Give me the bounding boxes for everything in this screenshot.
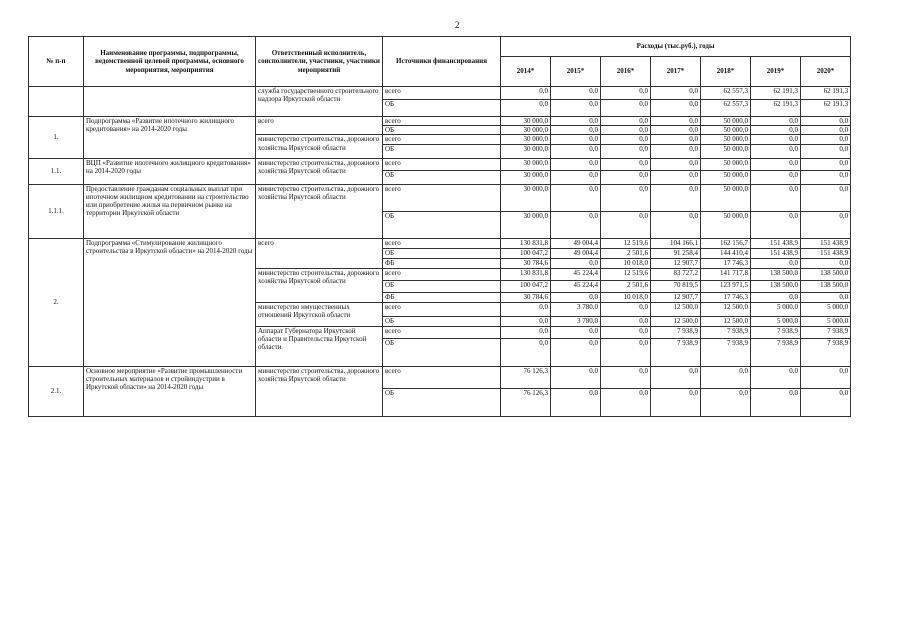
- row-number: 2.: [29, 238, 84, 366]
- amount-cell: 0,0: [651, 87, 701, 100]
- amount-cell: 138 500,0: [801, 268, 851, 280]
- amount-cell: 0,0: [601, 170, 651, 184]
- amount-cell: 138 500,0: [801, 280, 851, 292]
- amount-cell: 50 000,0: [701, 170, 751, 184]
- header-year: 2017*: [651, 57, 701, 87]
- amount-cell: 0,0: [551, 258, 601, 268]
- executor: министерство строительства, дорожного хозяйства Иркутской области: [256, 158, 383, 184]
- amount-cell: 0,0: [601, 126, 651, 135]
- amount-cell: 0,0: [801, 170, 851, 184]
- table-row: [29, 184, 851, 211]
- amount-cell: 5 000,0: [801, 302, 851, 316]
- table-row: [29, 238, 851, 248]
- amount-cell: 151 438,9: [801, 238, 851, 248]
- row-number: 2.1.: [29, 366, 84, 416]
- header-year: 2015*: [551, 57, 601, 87]
- amount-cell: 0,0: [501, 338, 551, 366]
- amount-cell: 0,0: [551, 158, 601, 170]
- amount-cell: 12 500,0: [651, 302, 701, 316]
- amount-cell: 0,0: [551, 144, 601, 158]
- header-num: № п-п: [29, 37, 84, 87]
- amount-cell: 0,0: [551, 338, 601, 366]
- amount-cell: 50 000,0: [701, 117, 751, 126]
- amount-cell: 5 000,0: [751, 302, 801, 316]
- funding-source: всего: [383, 302, 501, 316]
- row-number: 1.1.: [29, 158, 84, 184]
- amount-cell: 0,0: [501, 87, 551, 100]
- header-year: 2014*: [501, 57, 551, 87]
- amount-cell: 62 191,3: [801, 100, 851, 117]
- amount-cell: 0,0: [651, 158, 701, 170]
- amount-cell: 100 047,2: [501, 248, 551, 258]
- amount-cell: 0,0: [751, 366, 801, 388]
- amount-cell: 0,0: [601, 316, 651, 326]
- amount-cell: 30 000,0: [501, 184, 551, 211]
- amount-cell: 0,0: [701, 366, 751, 388]
- amount-cell: 62 557,3: [701, 87, 751, 100]
- amount-cell: 17 746,3: [701, 258, 751, 268]
- amount-cell: 0,0: [551, 100, 601, 117]
- amount-cell: 45 224,4: [551, 280, 601, 292]
- amount-cell: 0,0: [751, 184, 801, 211]
- row-number: 1.: [29, 117, 84, 159]
- funding-source: ОБ: [383, 126, 501, 135]
- amount-cell: 104 166,1: [651, 238, 701, 248]
- amount-cell: 50 000,0: [701, 158, 751, 170]
- amount-cell: 0,0: [651, 184, 701, 211]
- amount-cell: 76 126,3: [501, 388, 551, 416]
- amount-cell: 151 438,9: [751, 238, 801, 248]
- amount-cell: 0,0: [701, 388, 751, 416]
- amount-cell: 0,0: [551, 211, 601, 238]
- amount-cell: 162 156,7: [701, 238, 751, 248]
- amount-cell: 0,0: [801, 184, 851, 211]
- executor: всего: [256, 117, 383, 135]
- amount-cell: 0,0: [651, 117, 701, 126]
- amount-cell: 0,0: [801, 258, 851, 268]
- amount-cell: 0,0: [601, 144, 651, 158]
- amount-cell: 17 746,3: [701, 292, 751, 302]
- amount-cell: 0,0: [651, 100, 701, 117]
- amount-cell: 130 831,8: [501, 268, 551, 280]
- executor: всего: [256, 238, 383, 268]
- funding-source: ОБ: [383, 316, 501, 326]
- amount-cell: 0,0: [601, 117, 651, 126]
- amount-cell: 0,0: [801, 126, 851, 135]
- amount-cell: 10 018,0: [601, 258, 651, 268]
- amount-cell: 0,0: [601, 366, 651, 388]
- amount-cell: 0,0: [651, 126, 701, 135]
- amount-cell: 0,0: [801, 158, 851, 170]
- amount-cell: 30 000,0: [501, 211, 551, 238]
- amount-cell: 0,0: [501, 100, 551, 117]
- header-executor: Ответственный исполнитель, соисполнители, участники, участники мероприятий: [256, 37, 383, 87]
- page-number: 2: [455, 20, 460, 30]
- amount-cell: 0,0: [501, 326, 551, 338]
- amount-cell: 0,0: [551, 366, 601, 388]
- funding-source: ОБ: [383, 248, 501, 258]
- executor: министерство строительства, дорожного хозяйства Иркутской области: [256, 366, 383, 416]
- amount-cell: 0,0: [551, 388, 601, 416]
- funding-source: ФБ: [383, 258, 501, 268]
- funding-source: всего: [383, 268, 501, 280]
- amount-cell: 0,0: [751, 258, 801, 268]
- amount-cell: 50 000,0: [701, 135, 751, 144]
- amount-cell: 0,0: [801, 292, 851, 302]
- amount-cell: 70 819,5: [651, 280, 701, 292]
- amount-cell: 0,0: [601, 158, 651, 170]
- amount-cell: 12 500,0: [701, 302, 751, 316]
- amount-cell: 0,0: [751, 211, 801, 238]
- executor: министерство строительства, дорожного хозяйства Иркутской области: [256, 135, 383, 158]
- financing-table: [28, 36, 851, 417]
- program-name: ВЦП «Развитие ипотечного жилищного кредитования» на 2014-2020 годы: [84, 158, 256, 184]
- header-year: 2016*: [601, 57, 651, 87]
- amount-cell: 0,0: [751, 135, 801, 144]
- amount-cell: 30 000,0: [501, 117, 551, 126]
- funding-source: всего: [383, 135, 501, 144]
- funding-source: ОБ: [383, 338, 501, 366]
- amount-cell: 0,0: [751, 144, 801, 158]
- amount-cell: 0,0: [751, 170, 801, 184]
- amount-cell: 141 717,8: [701, 268, 751, 280]
- executor: служба государственного строительного надзора Иркутской области: [256, 87, 383, 117]
- amount-cell: 0,0: [651, 170, 701, 184]
- amount-cell: 45 224,4: [551, 268, 601, 280]
- amount-cell: 7 938,9: [651, 326, 701, 338]
- program-name: Подпрограмма «Стимулирование жилищного строительства в Иркутской области» на 2014-2020 годы: [84, 238, 256, 366]
- amount-cell: 3 780,0: [551, 316, 601, 326]
- amount-cell: 2 501,6: [601, 280, 651, 292]
- funding-source: ОБ: [383, 100, 501, 117]
- amount-cell: 0,0: [551, 126, 601, 135]
- amount-cell: 0,0: [601, 302, 651, 316]
- funding-source: всего: [383, 158, 501, 170]
- amount-cell: 49 004,4: [551, 248, 601, 258]
- amount-cell: 0,0: [751, 388, 801, 416]
- amount-cell: 5 000,0: [801, 316, 851, 326]
- table-row: [29, 158, 851, 170]
- amount-cell: 50 000,0: [701, 184, 751, 211]
- amount-cell: 7 938,9: [701, 326, 751, 338]
- amount-cell: 30 000,0: [501, 144, 551, 158]
- amount-cell: 0,0: [501, 316, 551, 326]
- amount-cell: 12 500,0: [701, 316, 751, 326]
- amount-cell: 62 191,3: [751, 100, 801, 117]
- amount-cell: 91 258,4: [651, 248, 701, 258]
- amount-cell: 30 000,0: [501, 126, 551, 135]
- amount-cell: 12 907,7: [651, 292, 701, 302]
- amount-cell: 0,0: [751, 158, 801, 170]
- amount-cell: 83 727,2: [651, 268, 701, 280]
- amount-cell: 30 000,0: [501, 158, 551, 170]
- funding-source: ОБ: [383, 211, 501, 238]
- amount-cell: 3 780,0: [551, 302, 601, 316]
- amount-cell: 0,0: [651, 144, 701, 158]
- funding-source: всего: [383, 366, 501, 388]
- amount-cell: 0,0: [551, 87, 601, 100]
- amount-cell: 0,0: [751, 117, 801, 126]
- executor: Аппарат Губернатора Иркутской области и Правительства Иркутской области: [256, 326, 383, 366]
- amount-cell: 10 018,0: [601, 292, 651, 302]
- funding-source: ФБ: [383, 292, 501, 302]
- amount-cell: 0,0: [801, 388, 851, 416]
- executor: министерство строительства, дорожного хозяйства Иркутской области: [256, 268, 383, 302]
- amount-cell: 0,0: [801, 144, 851, 158]
- header-expenses: Расходы (тыс.руб.), годы: [501, 37, 851, 57]
- amount-cell: 0,0: [801, 211, 851, 238]
- header-year: 2018*: [701, 57, 751, 87]
- header-name: Наименование программы, подпрограммы, ведомственной целевой программы, основного мероприятия, мероприятия: [84, 37, 256, 87]
- amount-cell: 62 191,3: [801, 87, 851, 100]
- header-year: 2020*: [801, 57, 851, 87]
- funding-source: всего: [383, 184, 501, 211]
- header-year: 2019*: [751, 57, 801, 87]
- funding-source: всего: [383, 117, 501, 126]
- funding-source: ОБ: [383, 280, 501, 292]
- amount-cell: 100 047,2: [501, 280, 551, 292]
- amount-cell: 50 000,0: [701, 211, 751, 238]
- amount-cell: 0,0: [801, 117, 851, 126]
- amount-cell: 7 938,9: [801, 326, 851, 338]
- amount-cell: 62 557,3: [701, 100, 751, 117]
- amount-cell: 30 784,6: [501, 292, 551, 302]
- amount-cell: 0,0: [601, 100, 651, 117]
- amount-cell: 30 784,6: [501, 258, 551, 268]
- amount-cell: 0,0: [551, 117, 601, 126]
- amount-cell: 138 500,0: [751, 280, 801, 292]
- table-row: [29, 87, 851, 100]
- header-source: Источники финансирования: [383, 37, 501, 87]
- amount-cell: 0,0: [651, 135, 701, 144]
- executor: министерство имущественных отношений Иркутской области: [256, 302, 383, 326]
- amount-cell: 138 500,0: [751, 268, 801, 280]
- amount-cell: 0,0: [751, 126, 801, 135]
- amount-cell: 49 004,4: [551, 238, 601, 248]
- amount-cell: 0,0: [801, 135, 851, 144]
- funding-source: всего: [383, 87, 501, 100]
- row-number: [29, 87, 84, 117]
- amount-cell: 2 501,6: [601, 248, 651, 258]
- amount-cell: 0,0: [551, 326, 601, 338]
- amount-cell: 7 938,9: [651, 338, 701, 366]
- amount-cell: 0,0: [801, 366, 851, 388]
- amount-cell: 0,0: [551, 184, 601, 211]
- amount-cell: 62 191,3: [751, 87, 801, 100]
- amount-cell: 123 971,5: [701, 280, 751, 292]
- amount-cell: 0,0: [601, 338, 651, 366]
- program-name: Предоставление гражданам социальных выплат при ипотечном жилищном кредитовании на строительство или приобретение жилья на первичном рынке на территории Иркутской области: [84, 184, 256, 238]
- executor: министерство строительства, дорожного хозяйства Иркутской области: [256, 184, 383, 238]
- amount-cell: 0,0: [501, 302, 551, 316]
- funding-source: всего: [383, 238, 501, 248]
- amount-cell: 5 000,0: [751, 316, 801, 326]
- amount-cell: 0,0: [651, 366, 701, 388]
- amount-cell: 0,0: [601, 184, 651, 211]
- amount-cell: 12 907,7: [651, 258, 701, 268]
- amount-cell: 7 938,9: [801, 338, 851, 366]
- amount-cell: 12 519,6: [601, 268, 651, 280]
- amount-cell: 0,0: [601, 211, 651, 238]
- program-name: [84, 87, 256, 117]
- amount-cell: 12 500,0: [651, 316, 701, 326]
- amount-cell: 151 438,9: [801, 248, 851, 258]
- amount-cell: 76 126,3: [501, 366, 551, 388]
- amount-cell: 0,0: [551, 292, 601, 302]
- funding-source: ОБ: [383, 388, 501, 416]
- table-row: [29, 117, 851, 126]
- amount-cell: 0,0: [601, 87, 651, 100]
- amount-cell: 7 938,9: [701, 338, 751, 366]
- funding-source: всего: [383, 326, 501, 338]
- amount-cell: 130 831,8: [501, 238, 551, 248]
- amount-cell: 0,0: [601, 388, 651, 416]
- amount-cell: 7 938,9: [751, 326, 801, 338]
- amount-cell: 7 938,9: [751, 338, 801, 366]
- amount-cell: 0,0: [551, 170, 601, 184]
- amount-cell: 151 438,9: [751, 248, 801, 258]
- amount-cell: 30 000,0: [501, 170, 551, 184]
- amount-cell: 144 410,4: [701, 248, 751, 258]
- amount-cell: 50 000,0: [701, 144, 751, 158]
- amount-cell: 0,0: [651, 388, 701, 416]
- funding-source: ОБ: [383, 170, 501, 184]
- amount-cell: 12 519,6: [601, 238, 651, 248]
- amount-cell: 0,0: [651, 211, 701, 238]
- amount-cell: 50 000,0: [701, 126, 751, 135]
- amount-cell: 0,0: [551, 135, 601, 144]
- amount-cell: 30 000,0: [501, 135, 551, 144]
- row-number: 1.1.1.: [29, 184, 84, 238]
- table-row: [29, 366, 851, 388]
- program-name: Основное мероприятие «Развитие промышленности строительных материалов и стройиндустрии в Иркутской области» на 2014-2020 годы: [84, 366, 256, 416]
- program-name: Подпрограмма «Развитие ипотечного жилищного кредитования» на 2014-2020 годы: [84, 117, 256, 159]
- funding-source: ОБ: [383, 144, 501, 158]
- amount-cell: 0,0: [751, 292, 801, 302]
- amount-cell: 0,0: [601, 326, 651, 338]
- amount-cell: 0,0: [601, 135, 651, 144]
